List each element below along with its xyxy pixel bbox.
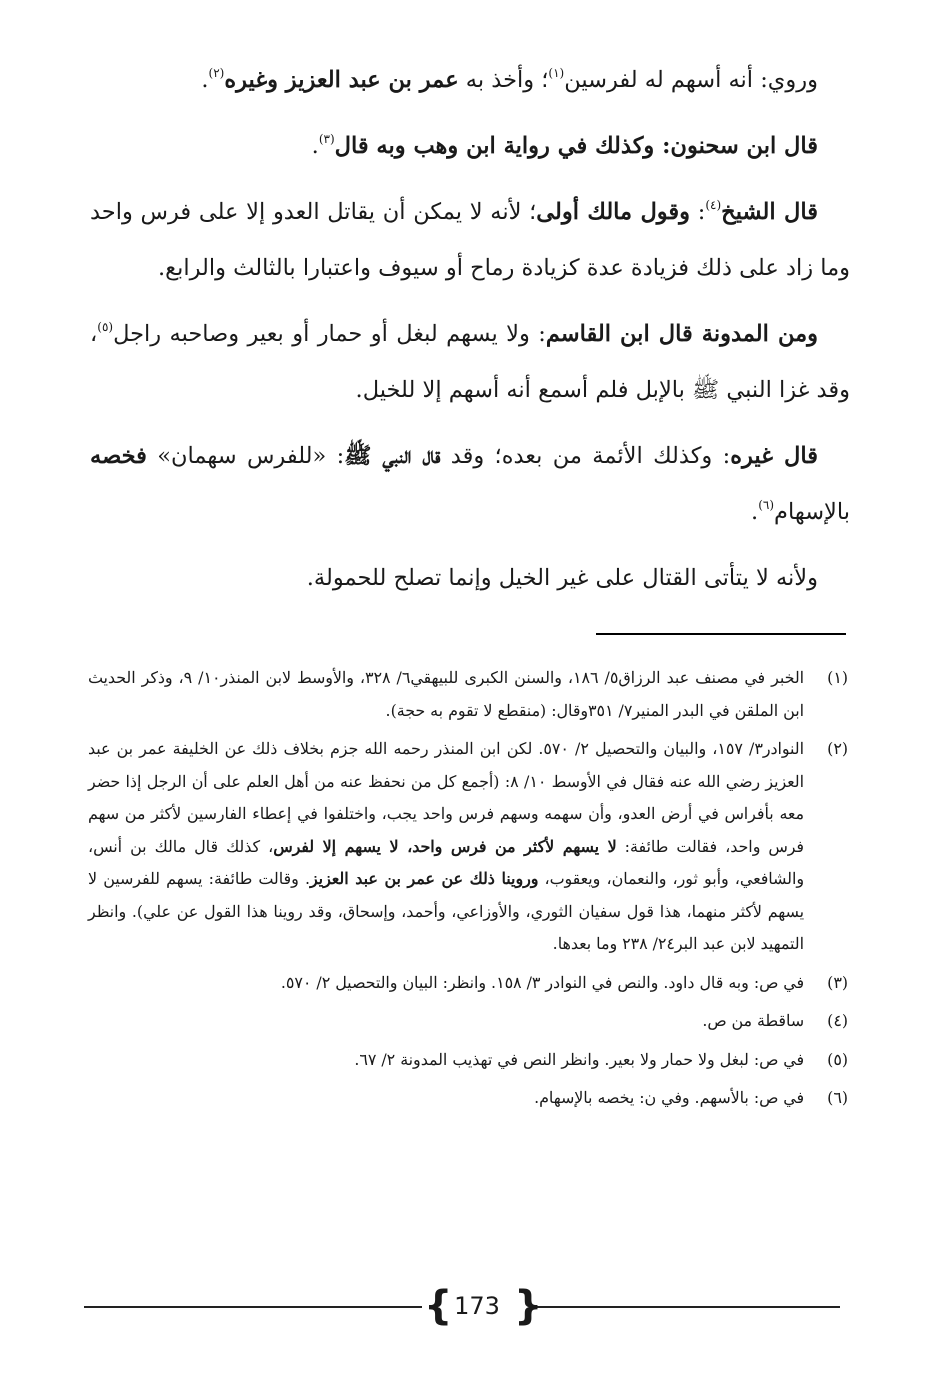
footnote-separator	[596, 633, 846, 635]
footnote-6	[88, 1082, 848, 1115]
page-number: 173	[454, 1292, 500, 1320]
footnote-number: (٦)	[827, 1088, 848, 1107]
footnote-text: ساقطة من ص.	[702, 1011, 804, 1030]
footnote-number: (٤)	[827, 1011, 848, 1030]
paragraph-4: ومن المدونة قال ابن القاسم: ولا يسهم لبغل أو حمار أو بعير وصاحبه راجل$^{(٥)}$، وقد غزا النبي ﷺ بالإبل فلم أسمع أنه أسهم إلا للخيل.	[90, 320, 850, 403]
footnote-number: (٣)	[827, 972, 848, 992]
footnote-2	[88, 733, 848, 961]
paragraph-5: قال غيره: وكذلك الأئمة من بعده؛ وقد قال النبي ﷺ: «للفرس سهمان» فخصه بالإسهام$^{(٦)}$.	[90, 443, 850, 525]
footnotes	[88, 662, 848, 1121]
paragraph-3: قال الشيخ$^{(٤)}$: وقول مالك أولى؛ لأنه لا يمكن أن يقاتل العدو إلا على فرس واحد وما زاد على ذلك فزيادة عدة كزيادة رماح أو سيوف واعتبارا بالثالث والرابع.	[90, 198, 850, 281]
right-bracket: }	[514, 1283, 543, 1329]
footnote-text: الخبر في مصنف عبد الرزاق٥/ ١٨٦، والسنن الكبرى للبيهقي٦/ ٣٢٨، والأوسط لابن المنذر١٠/ ٩، وذكر الحديث ابن الملقن في البدر المنير٧/ ٣٥١وقال: (منقطع لا تقوم به حجة).	[88, 668, 805, 720]
left-bracket: {	[424, 1283, 453, 1329]
paragraph-2: قال ابن سحنون: وكذلك في رواية ابن وهب وبه قال$^{(٣)}$.	[311, 132, 818, 159]
footnote-1	[88, 662, 848, 727]
footer-rule-right	[532, 1306, 840, 1308]
paragraph-6: ولأنه لا يتأتى القتال على غير الخيل وإنما تصلح للحمولة.	[306, 565, 818, 591]
footnote-text: في ص: بالأسهم. وفي ن: يخصه بالإسهام.	[534, 1088, 804, 1107]
footer-rule-left	[84, 1306, 422, 1308]
footnote-4	[88, 1005, 848, 1038]
footnote-number: (٥)	[827, 1049, 848, 1069]
paragraph-1: وروي: أنه أسهم له لفرسين$^{(١)}$؛ وأخذ به عمر بن عبد العزيز وغيره$^{(٢)}$.	[201, 66, 818, 93]
main-text	[90, 52, 850, 616]
footnote-3	[88, 967, 848, 1000]
footnote-number: (٢)	[827, 739, 848, 758]
footnote-text: في ص: لبغل ولا حمار ولا بعير. وانظر النص في تهذيب المدونة ٢/ ٦٧.	[354, 1049, 804, 1069]
footnote-number: (١)	[827, 668, 848, 687]
footnote-5	[88, 1044, 848, 1077]
footnote-text: في ص: وبه قال داود. والنص في النوادر ٣/ ١٥٨. وانظر: البيان والتحصيل ٢/ ٥٧٠.	[280, 972, 804, 992]
footnote-text: النوادر٣/ ١٥٧، والبيان والتحصيل ٢/ ٥٧٠. لكن ابن المنذر رحمه الله جزم بخلاف ذلك عن الخليفة عمر بن عبد العزيز رضي الله عنه فقال في الأوسط ١٠/ ٨: (أجمع كل من نحفظ عنه من أهل العلم على أن الرجل إذا حضر معه بأفراس في أرض العدو، وأن سهمه وسهم فرس واحد يجب، واختلفوا في إعطاء الفارسين لأكثر من سهم فرس واحد، فقالت طائفة: لا يسهم لأكثر من فرس واحد، لا يسهم إلا لفرس، كذلك قال مالك بن أنس، والشافعي، وأبو ثور، والنعمان، ويعقوب، وروينا ذلك عن عمر بن عبد العزيز. وقالت طائفة: يسهم للفرسين لا يسهم لأكثر منهما، هذا قول سفيان الثوري، والأوزاعي، وأحمد، وإسحاق، وقد روينا هذا القول عن علي). وانظر التمهيد لابن عبد البر٢٤/ ٢٣٨ وما بعدها.	[88, 739, 805, 953]
